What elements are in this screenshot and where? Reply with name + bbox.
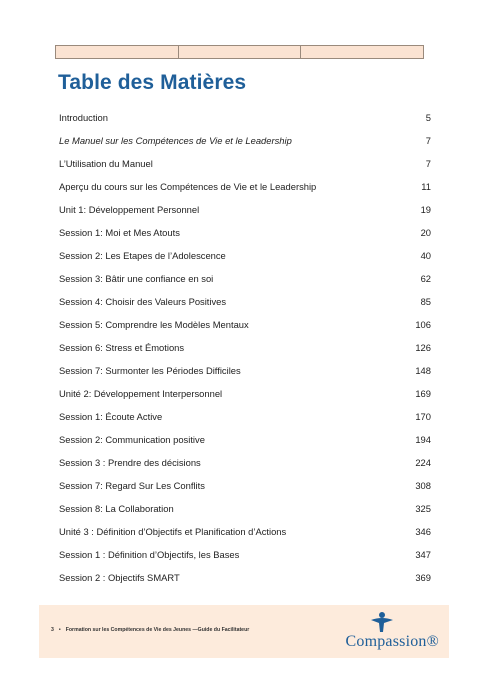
toc-entry-label: Session 3 : Prendre des décisions — [59, 457, 201, 468]
person-figure-icon — [369, 611, 395, 633]
header-cell — [301, 46, 423, 58]
toc-entry-page: 40 — [420, 250, 431, 261]
toc-entry[interactable] — [59, 290, 431, 313]
toc-entry-label: Session 2: Communication positive — [59, 434, 205, 445]
toc-entry-label: Session 1 : Définition d’Objectifs, les Bases — [59, 549, 240, 560]
toc-entry-page: 126 — [415, 342, 431, 353]
toc-entry[interactable] — [59, 152, 431, 175]
toc-entry-page: 224 — [415, 457, 431, 468]
toc-entry-page: 20 — [420, 227, 431, 238]
toc-entry-label: Session 6: Stress et Émotions — [59, 342, 185, 353]
toc-entry-page: 62 — [420, 273, 431, 284]
toc-entry-label: Session 3: Bâtir une confiance en soi — [59, 273, 214, 284]
toc-entry[interactable] — [59, 175, 431, 198]
toc-entry[interactable] — [59, 244, 431, 267]
toc-entry-label: Session 4: Choisir des Valeurs Positives — [59, 296, 227, 307]
toc-entry-label: Session 1: Moi et Mes Atouts — [59, 227, 180, 238]
header-cell — [179, 46, 302, 58]
header-table — [55, 45, 424, 59]
toc-entry-page: 170 — [415, 411, 431, 422]
toc-entry-page: 106 — [415, 319, 431, 330]
toc-entry[interactable] — [59, 474, 431, 497]
toc-entry[interactable] — [59, 221, 431, 244]
toc-entry[interactable] — [59, 566, 431, 589]
toc-entry-page: 7 — [425, 135, 431, 146]
logo-text: Compassion® — [345, 633, 439, 650]
toc-entry-label: Le Manuel sur les Compétences de Vie et le Leadership — [59, 135, 292, 146]
toc-entry[interactable] — [59, 382, 431, 405]
toc-entry[interactable] — [59, 267, 431, 290]
toc-entry-label: Session 1: Écoute Active — [59, 411, 163, 422]
toc-entry-page: 11 — [421, 181, 431, 192]
toc-entry[interactable] — [59, 405, 431, 428]
toc-entry-page: 325 — [415, 503, 431, 514]
toc-entry-page: 19 — [420, 204, 431, 215]
toc-entry[interactable] — [59, 106, 431, 129]
toc-entry[interactable] — [59, 543, 431, 566]
footer-title: Formation sur les Compétences de Vie des Jeunes —Guide du Facilitateur — [65, 627, 250, 633]
toc-entry[interactable] — [59, 198, 431, 221]
toc-entry-page: 5 — [425, 112, 431, 123]
toc-entry-page: 347 — [415, 549, 431, 560]
toc-entry-label: Introduction — [59, 112, 108, 123]
toc-entry-page: 369 — [415, 572, 431, 583]
toc-entry-page: 194 — [415, 434, 431, 445]
toc-entry-label: Unité 3 : Définition d’Objectifs et Planification d’Actions — [59, 526, 287, 537]
toc-entry-label: Session 2 : Objectifs SMART — [59, 572, 180, 583]
toc-entry-page: 169 — [415, 388, 431, 399]
toc-entry-page: 148 — [415, 365, 431, 376]
toc-entry[interactable] — [59, 129, 431, 152]
compassion-logo — [329, 611, 439, 653]
footer-bullet: • — [58, 627, 61, 633]
page-title: Table des Matières — [58, 71, 247, 94]
toc-entry-label: Unité 2: Développement Interpersonnel — [59, 388, 223, 399]
toc-entry[interactable] — [59, 451, 431, 474]
toc-entry-page: 308 — [415, 480, 431, 491]
toc-entry-label: Session 7: Surmonter les Périodes Difficiles — [59, 365, 241, 376]
toc-entry[interactable] — [59, 313, 431, 336]
toc-entry[interactable] — [59, 520, 431, 543]
table-of-contents — [59, 106, 431, 589]
toc-entry-label: Session 5: Comprendre les Modèles Mentaux — [59, 319, 249, 330]
page-number: 3 — [51, 627, 54, 633]
toc-entry-label: Session 2: Les Etapes de l’Adolescence — [59, 250, 226, 261]
toc-entry-label: Session 8: La Collaboration — [59, 503, 174, 514]
toc-entry-page: 7 — [425, 158, 431, 169]
toc-entry-label: Unit 1: Développement Personnel — [59, 204, 200, 215]
toc-entry[interactable] — [59, 497, 431, 520]
toc-entry-page: 346 — [415, 526, 431, 537]
toc-entry[interactable] — [59, 428, 431, 451]
toc-entry-label: L’Utilisation du Manuel — [59, 158, 153, 169]
header-cell — [56, 46, 179, 58]
page-footer — [39, 605, 449, 658]
footer-text — [51, 627, 249, 633]
toc-entry-label: Session 7: Regard Sur Les Conflits — [59, 480, 205, 491]
toc-entry[interactable] — [59, 336, 431, 359]
toc-entry[interactable] — [59, 359, 431, 382]
toc-entry-page: 85 — [420, 296, 431, 307]
toc-entry-label: Aperçu du cours sur les Compétences de Vie et le Leadership — [59, 181, 317, 192]
